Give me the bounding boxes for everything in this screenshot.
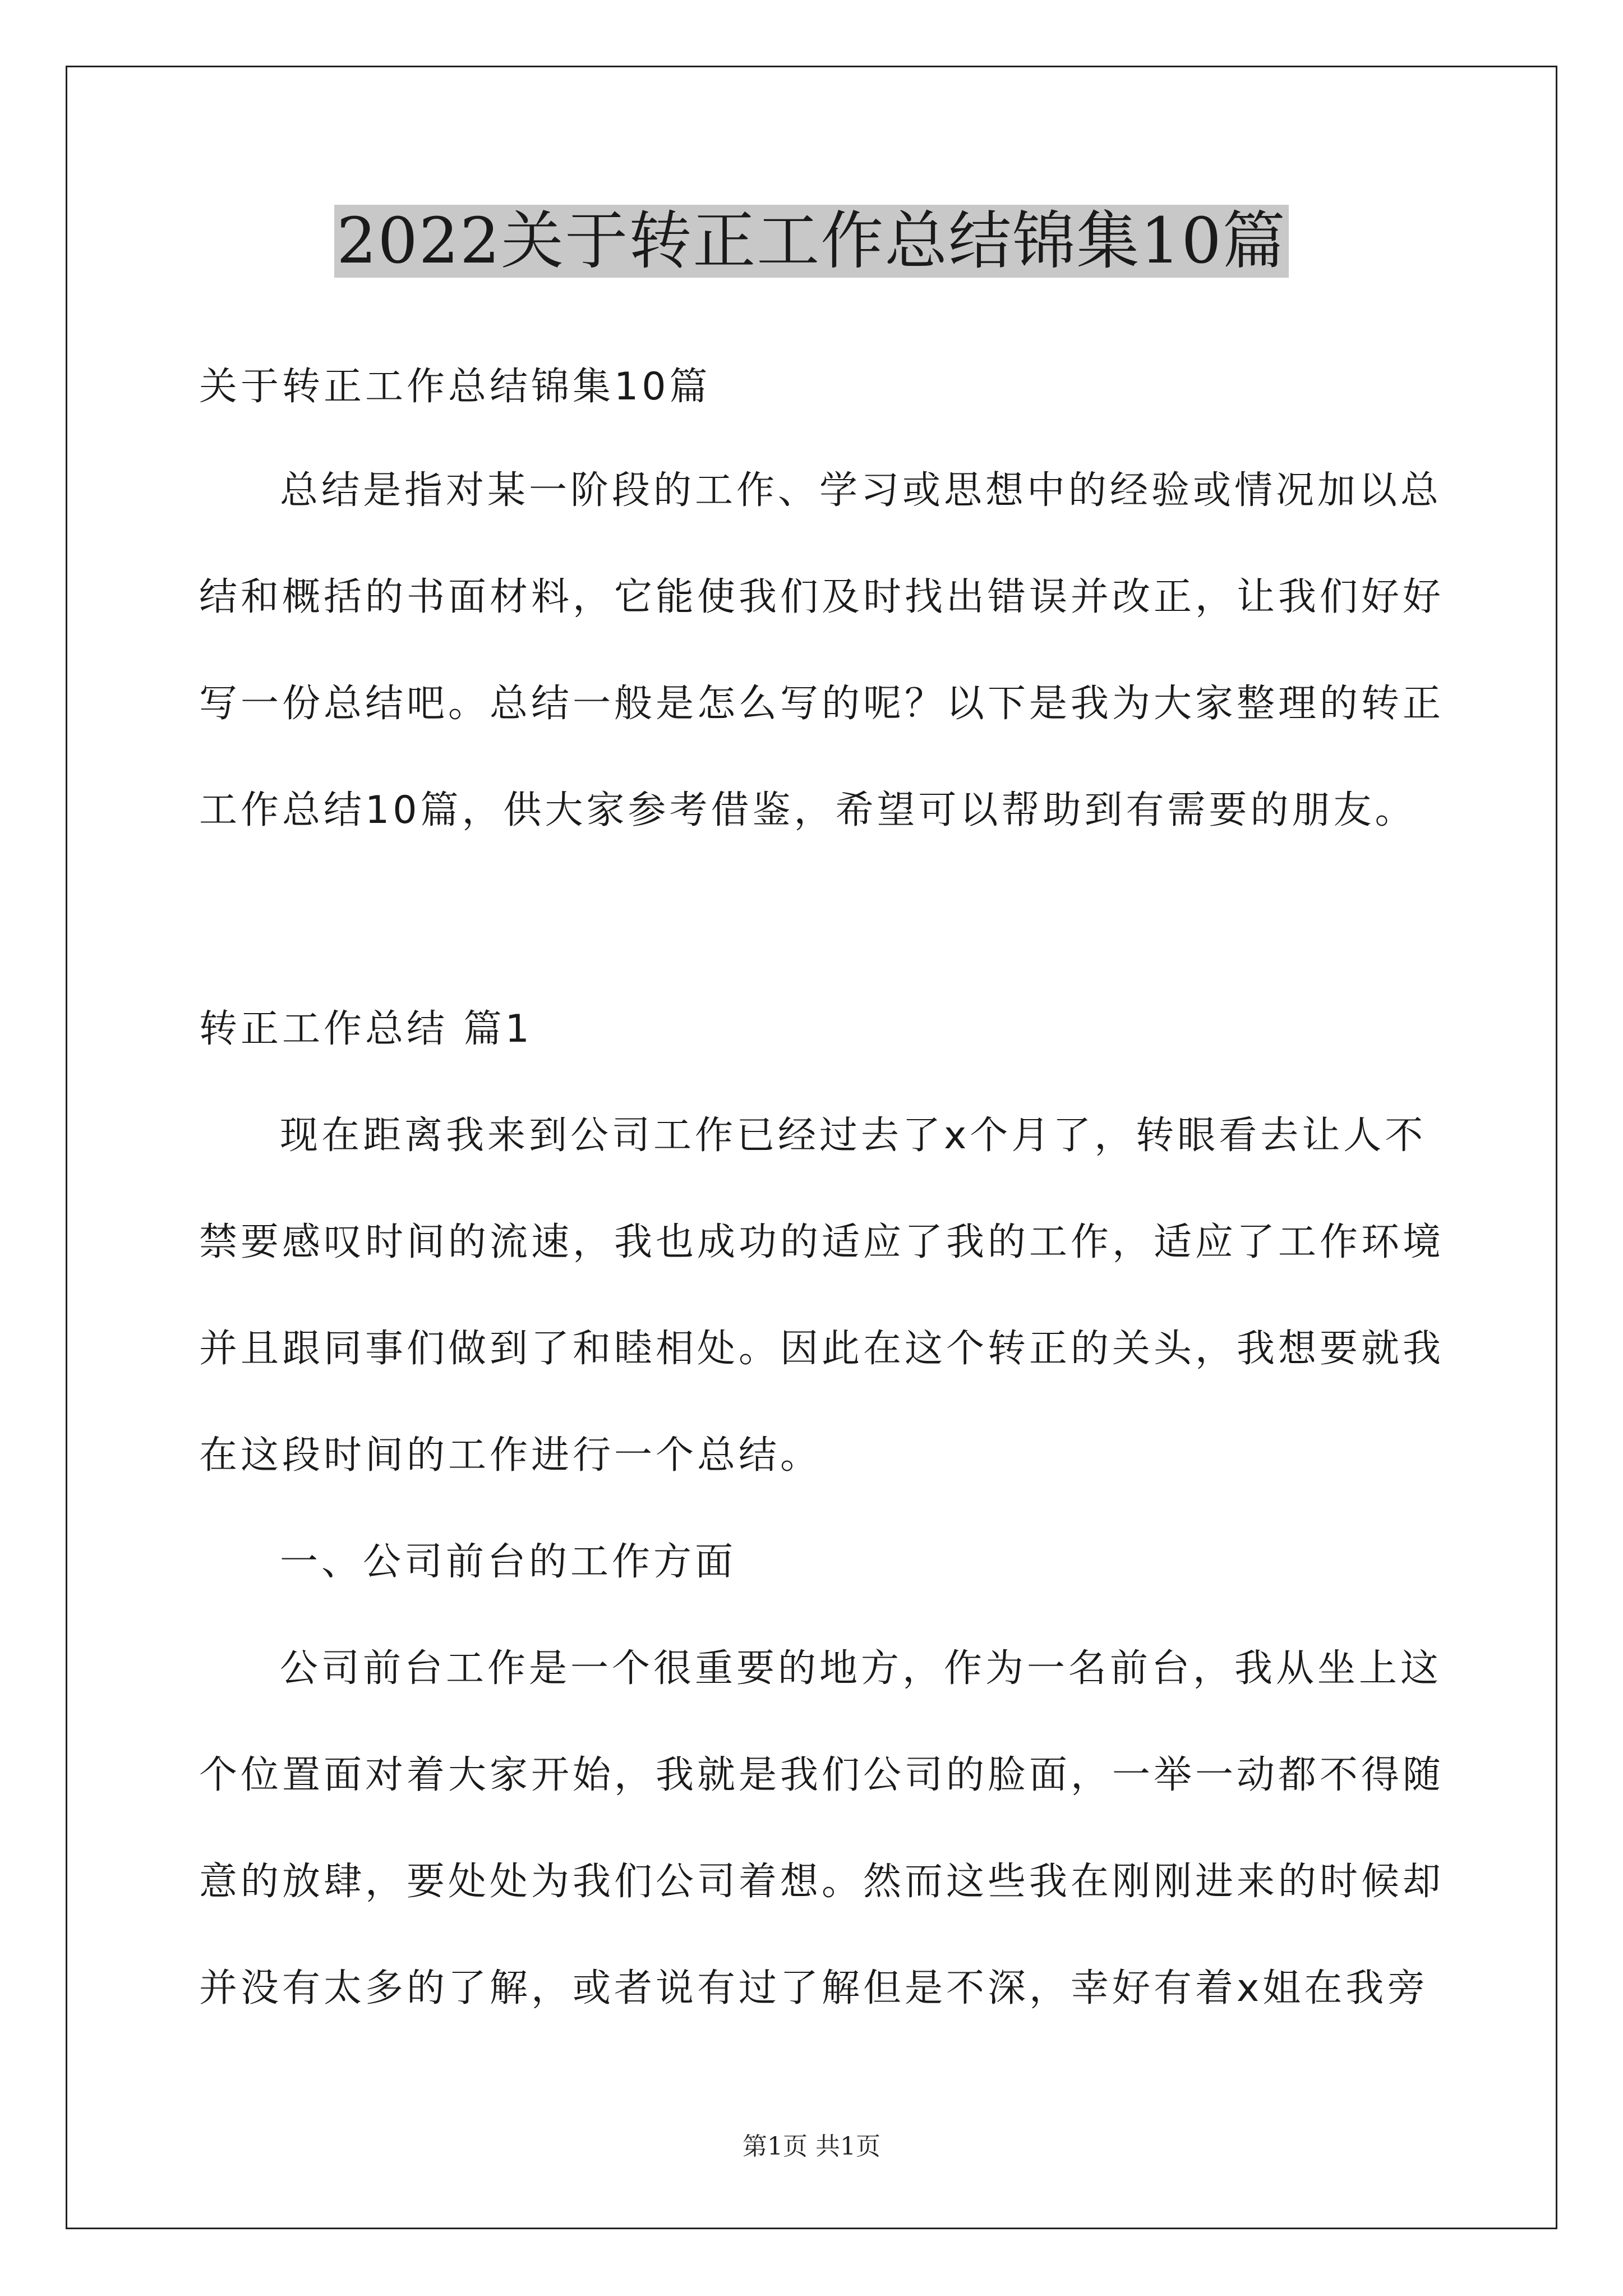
sub-line: 个位置面对着大家开始，我就是我们公司的脸面，一举一动都不得随 [199,1753,1445,1797]
intro-line: 写一份总结吧。总结一般是怎么写的呢？以下是我为大家整理的转正 [199,682,1445,726]
document-title [0,199,1623,283]
sub-line: 公司前台工作是一个很重要的地方，作为一名前台，我从坐上这 [280,1646,1442,1691]
sub-line: 并没有太多的了解，或者说有过了解但是不深，幸好有着x姐在我旁 [199,1966,1429,2010]
subheading: 一、公司前台的工作方面 [280,1540,737,1584]
document-subtitle: 关于转正工作总结锦集10篇 [199,365,711,409]
sub-line: 意的放肆，要处处为我们公司着想。然而这些我在刚刚进来的时候却 [199,1860,1445,1904]
intro-line: 结和概括的书面材料，它能使我们及时找出错误并改正，让我们好好 [199,575,1445,619]
section-line: 并且跟同事们做到了和睦相处。因此在这个转正的关头，我想要就我 [199,1327,1445,1371]
intro-line: 工作总结10篇，供大家参考借鉴，希望可以帮助到有需要的朋友。 [199,788,1417,832]
section-heading: 转正工作总结 篇1 [199,1007,533,1051]
section-line: 禁要感叹时间的流速，我也成功的适应了我的工作，适应了工作环境 [199,1220,1445,1264]
section-line: 现在距离我来到公司工作已经过去了x个月了，转眼看去让人不 [280,1114,1427,1158]
document-title-text: 2022关于转正工作总结锦集10篇 [334,205,1289,278]
page-footer: 第1页 共1页 [743,2132,880,2161]
section-line: 在这段时间的工作进行一个总结。 [199,1433,822,1478]
intro-line: 总结是指对某一阶段的工作、学习或思想中的经验或情况加以总 [280,468,1442,513]
